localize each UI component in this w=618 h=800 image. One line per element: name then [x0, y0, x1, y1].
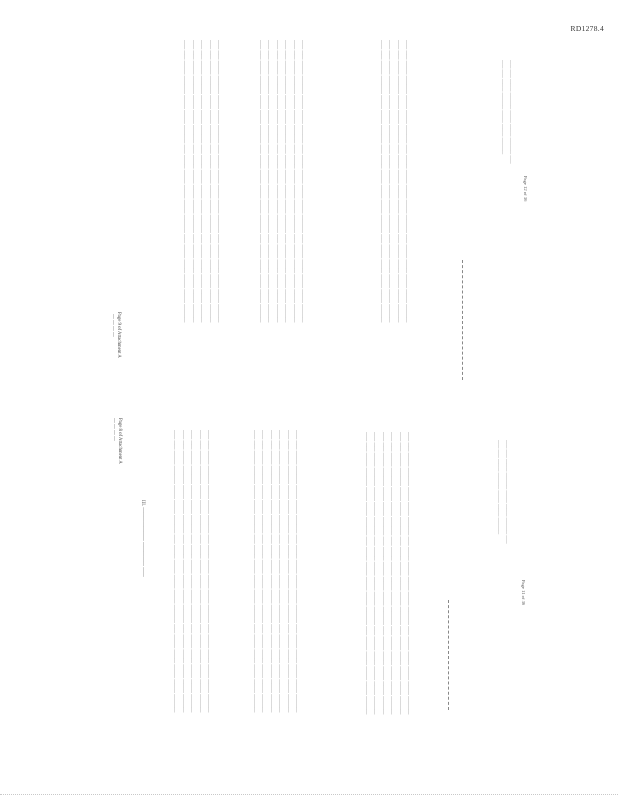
footnote: —— —— ——— ———— ——— ——— ————: [500, 60, 506, 155]
page-number: Page 11 of 36: [521, 580, 526, 606]
paragraph: —— —— ——— ———— ——— ——— ———— —— ——— ——— ——— ——— ———— —— ——— ——— ——— ——— ————: [183, 40, 189, 323]
paragraph: —— —— ——— ———— ——— ——— ———— —— ——— ——— ——— ——— ———— —— ——— ——— ——— ——— ————: [181, 430, 187, 713]
paragraph: —— —— ——— ———— ——— ——— ———— —— ——— ——— ——— ——— ———— —— ——— ——— ——— ——— ————: [173, 430, 179, 713]
right-footnote-rule: [462, 260, 463, 380]
paragraph: —— —— ——— ———— ——— ——— ———— —— ——— ——— ——— ——— ———— —— ——— ——— ——— ——— ————: [200, 40, 206, 323]
paragraph: —— —— ——— ———— ——— ——— ———— —— ——— ——— ——— ——— ———— —— ——— ——— ——— ——— ————: [292, 40, 298, 323]
paragraph: —— —— ——— ———— ——— ——— ———— —— ——— ——— ——— ——— ———— —— ——— ——— ——— ——— ————: [207, 430, 212, 713]
paragraph: —— —— ——— ———— ——— ——— ———— —— ——— ——— ——— ——— ———— —— ——— ——— ——— ——— ————: [198, 430, 204, 713]
right-page-title: Page 9 of Attachment A: [116, 312, 121, 358]
left-page-header-right: [106, 418, 116, 441]
scan-edge-dots: [0, 794, 618, 796]
paragraph: —— —— ——— ———— ——— ——— ———— —— ——— ——— ——— ——— ———— —— ——— ——— ——— ——— ————: [259, 40, 265, 323]
paragraph: —— —— ——— ———— ——— ——— ———— —— ——— ——— ——— ——— ———— —— ——— ——— ——— ——— ————: [373, 432, 379, 715]
paragraph: —— —— ——— ———— ——— ——— ———— —— ——— ——— ——— ——— ———— —— ——— ——— ——— ——— ————: [301, 40, 306, 323]
paragraph: —— —— ——— ———— ——— ——— ———— —— ——— ——— ——— ——— ———— —— ——— ——— ——— ——— ————: [261, 430, 267, 713]
paragraph: —— —— ——— ———— ——— ——— ———— —— ——— ——— ——— ——— ———— —— ——— ——— ——— ——— ————: [407, 432, 412, 715]
footnote: —— —— ——— ———— ——— ——— ———— ——: [505, 440, 510, 544]
left-page-paragraph-3: [362, 432, 412, 715]
paragraph: —— —— ——— ———— ——— ——— ———— —— ——— ——— ——— ——— ———— —— ——— ——— ——— ——— ————: [191, 40, 197, 323]
paragraph: —— —— ——— ———— ——— ——— ———— —— ——— ——— ——— ——— ———— —— ——— ——— ——— ——— ————: [190, 430, 196, 713]
paragraph: —— —— ——— ———— ——— ——— ———— —— ——— ——— ——— ——— ———— —— ——— ——— ——— ——— ————: [405, 40, 410, 323]
paragraph: —— —— ——— ———— ——— ——— ———— —— ——— ——— ——— ——— ———— —— ——— ——— ——— ——— ————: [253, 430, 259, 713]
paragraph: —— —— ——— ———— ——— ——— ———— —— ——— ——— ——— ——— ———— —— ——— ——— ——— ——— ————: [275, 40, 281, 323]
left-page-number: [518, 580, 526, 605]
paragraph: —— —— ——— ———— ——— ——— ———— —— ——— ——— ——— ——— ———— —— ——— ——— ——— ——— ————: [284, 40, 290, 323]
paragraph: —— —— ——— ———— ——— ——— ———— —— ——— ——— ——— ——— ———— —— ——— ——— ——— ——— ————: [278, 430, 284, 713]
paragraph: —— —— ——— ———— ——— ——— ———— —— ——— ——— ——— ——— ———— —— ——— ——— ——— ——— ————: [295, 430, 300, 713]
paragraph: —— —— ——— ———— ——— ——— ———— —— ——— ——— ——— ——— ———— —— ——— ——— ——— ——— ————: [388, 40, 394, 323]
footnote: —— —— ——— ———— ——— ——— ———— ——: [509, 60, 514, 164]
paragraph: —— —— ——— ———— ——— ——— ———— —— ——— ——— ——— ——— ———— —— ——— ——— ——— ——— ————: [208, 40, 214, 323]
left-footnote-rule: [448, 600, 449, 710]
paragraph: —— —— ——— ———— ——— ——— ———— —— ——— ——— ——— ——— ———— —— ——— ——— ——— ——— ————: [269, 430, 275, 713]
right-page-header-right: [105, 314, 115, 337]
section-heading: III. ——————— ————— ——: [140, 500, 145, 577]
paragraph: —— —— ——— ———— ——— ——— ———— —— ——— ——— ——— ——— ———— —— ——— ——— ——— ——— ————: [398, 432, 404, 715]
right-page-subtitle: — — — —: [110, 314, 115, 337]
left-page-paragraph-2: [250, 430, 300, 713]
paragraph: —— —— ——— ———— ——— ——— ———— —— ——— ——— ——— ——— ———— —— ——— ——— ——— ——— ————: [379, 40, 385, 323]
footnote: —— —— ——— ———— ——— ——— ————: [496, 440, 502, 535]
paragraph: —— —— ——— ———— ——— ——— ———— —— ——— ——— ——— ——— ———— —— ——— ——— ——— ——— ————: [381, 432, 387, 715]
document-id: RD1278.4: [570, 24, 604, 33]
left-page-footnotes: [493, 440, 510, 544]
paragraph: —— —— ——— ———— ——— ——— ———— —— ——— ——— ——— ——— ———— —— ——— ——— ——— ——— ————: [267, 40, 273, 323]
left-page-subtitle: — — — —: [111, 418, 116, 441]
right-page-footnotes: [497, 60, 514, 164]
right-page-number: [520, 176, 528, 201]
right-page-paragraph-3: [376, 40, 410, 323]
page-number: Page 12 of 36: [523, 176, 528, 202]
paragraph: —— —— ——— ———— ——— ——— ———— —— ——— ——— ——— ——— ———— —— ——— ——— ——— ——— ————: [217, 40, 222, 323]
left-page-title: Page 8 of Attachment A: [117, 418, 122, 464]
left-page-paragraph-1: [170, 430, 212, 713]
paragraph: —— —— ——— ———— ——— ——— ———— —— ——— ——— ——— ——— ———— —— ——— ——— ——— ——— ————: [396, 40, 402, 323]
left-page-section-heading: [135, 500, 145, 577]
paragraph: —— —— ——— ———— ——— ——— ———— —— ——— ——— ——— ——— ———— —— ——— ——— ——— ——— ————: [365, 432, 371, 715]
paragraph: —— —— ——— ———— ——— ——— ———— —— ——— ——— ——— ——— ———— —— ——— ——— ——— ——— ————: [390, 432, 396, 715]
right-page-paragraph-1: [180, 40, 222, 323]
right-page-paragraph-2: [256, 40, 306, 323]
paragraph: —— —— ——— ———— ——— ——— ———— —— ——— ——— ——— ——— ———— —— ——— ——— ——— ——— ————: [286, 430, 292, 713]
